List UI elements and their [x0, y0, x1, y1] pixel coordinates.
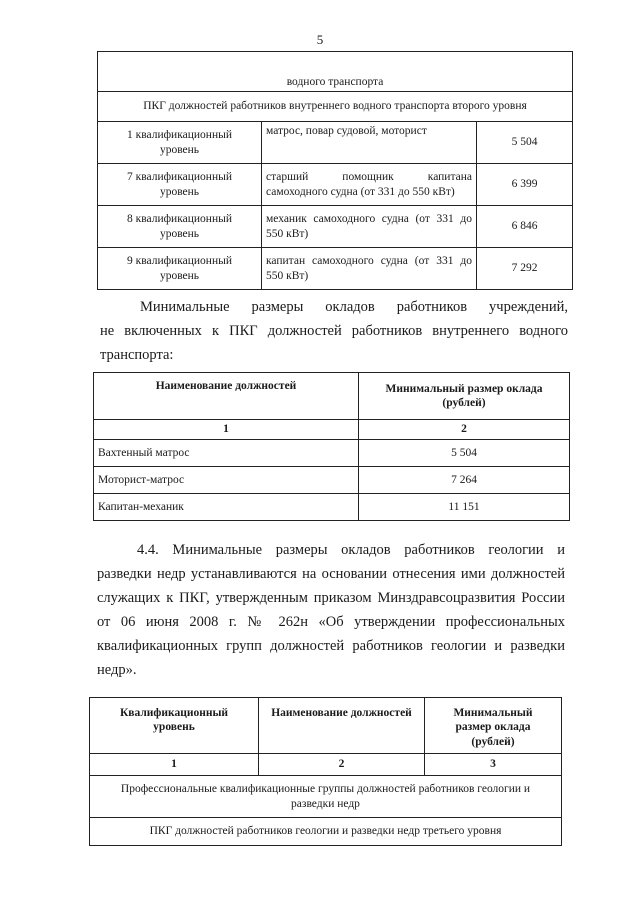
paragraph-line: служащих к ПКГ, утвержденным приказом Минздравсоцразвития России — [97, 590, 565, 606]
qualification-level: 9 квалификационный уровень — [98, 248, 262, 290]
table-row — [94, 467, 570, 494]
paragraph-geology — [97, 538, 565, 682]
qualification-level: 1 квалификационный уровень — [98, 122, 262, 164]
table-row — [94, 440, 570, 467]
position-name: старший помощник капитана самоходного судна (от 331 до 550 кВт) — [262, 164, 477, 206]
column-header-positions: Наименование должностей — [259, 698, 425, 754]
column-number: 1 — [94, 420, 359, 440]
paragraph-line: недр». — [97, 662, 137, 678]
column-number: 2 — [259, 754, 425, 776]
table-row — [98, 248, 573, 290]
salary-value: 7 292 — [477, 248, 573, 290]
table-row — [98, 164, 573, 206]
paragraph-line: транспорта: — [100, 347, 174, 363]
column-header-salary: Минимальный размер оклада (рублей) — [359, 373, 570, 420]
paragraph-line: квалификационных групп должностей работников геологии и разведки — [97, 638, 565, 654]
column-number: 3 — [425, 754, 562, 776]
position-name: матрос, повар судовой, моторист — [262, 122, 477, 164]
column-header-salary: Минимальный размер оклада (рублей) — [425, 698, 562, 754]
position-name: Моторист-матрос — [94, 467, 359, 494]
position-name: капитан самоходного судна (от 331 до 550 кВт) — [262, 248, 477, 290]
table-row — [94, 494, 570, 521]
paragraph-line: разведки недр устанавливаются на основании отнесения ими должностей — [97, 566, 565, 582]
table-row — [98, 206, 573, 248]
salary-value: 5 504 — [359, 440, 570, 467]
paragraph-line: 4.4. Минимальные размеры окладов работников геологии и — [137, 542, 565, 558]
paragraph-line: не включенных к ПКГ должностей работников внутреннего водного — [100, 323, 568, 339]
position-name: механик самоходного судна (от 331 до 550 кВт) — [262, 206, 477, 248]
salary-value: 5 504 — [477, 122, 573, 164]
qualification-level: 8 квалификационный уровень — [98, 206, 262, 248]
column-number: 2 — [359, 420, 570, 440]
table-row — [98, 122, 573, 164]
table1-header1: водного транспорта — [98, 52, 573, 92]
position-name: Капитан-механик — [94, 494, 359, 521]
column-header-positions: Наименование должностей — [94, 373, 359, 420]
pkg-title: ПКГ должностей работников геологии и разведки недр третьего уровня — [90, 818, 562, 846]
geology-salary-table — [89, 697, 562, 846]
paragraph-minimal-salaries — [100, 295, 568, 367]
salary-value: 11 151 — [359, 494, 570, 521]
page-number: 5 — [316, 32, 324, 47]
water-transport-table — [97, 51, 573, 290]
group-title: Профессиональные квалификационные группы должностей работников геологии и разведки недр — [90, 776, 562, 818]
qualification-level: 7 квалификационный уровень — [98, 164, 262, 206]
position-name: Вахтенный матрос — [94, 440, 359, 467]
paragraph-line: Минимальные размеры окладов работников учреждений, — [140, 299, 568, 315]
paragraph-line: от 06 июня 2008 г. № 262н «Об утверждении профессиональных — [97, 614, 565, 630]
column-header-qualification: Квалификационный уровень — [90, 698, 259, 754]
table1-header2: ПКГ должностей работников внутреннего водного транспорта второго уровня — [98, 92, 573, 122]
positions-salary-table — [93, 372, 570, 521]
salary-value: 7 264 — [359, 467, 570, 494]
salary-value: 6 399 — [477, 164, 573, 206]
column-number: 1 — [90, 754, 259, 776]
salary-value: 6 846 — [477, 206, 573, 248]
